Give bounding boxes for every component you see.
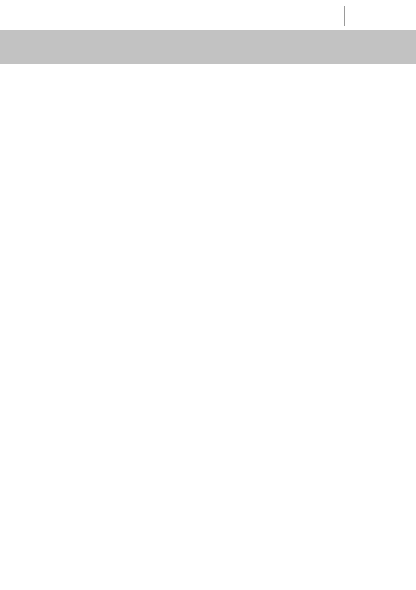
page-header [0, 0, 416, 64]
header-band [0, 30, 416, 64]
header-top [0, 0, 416, 30]
header-divider [344, 6, 345, 26]
